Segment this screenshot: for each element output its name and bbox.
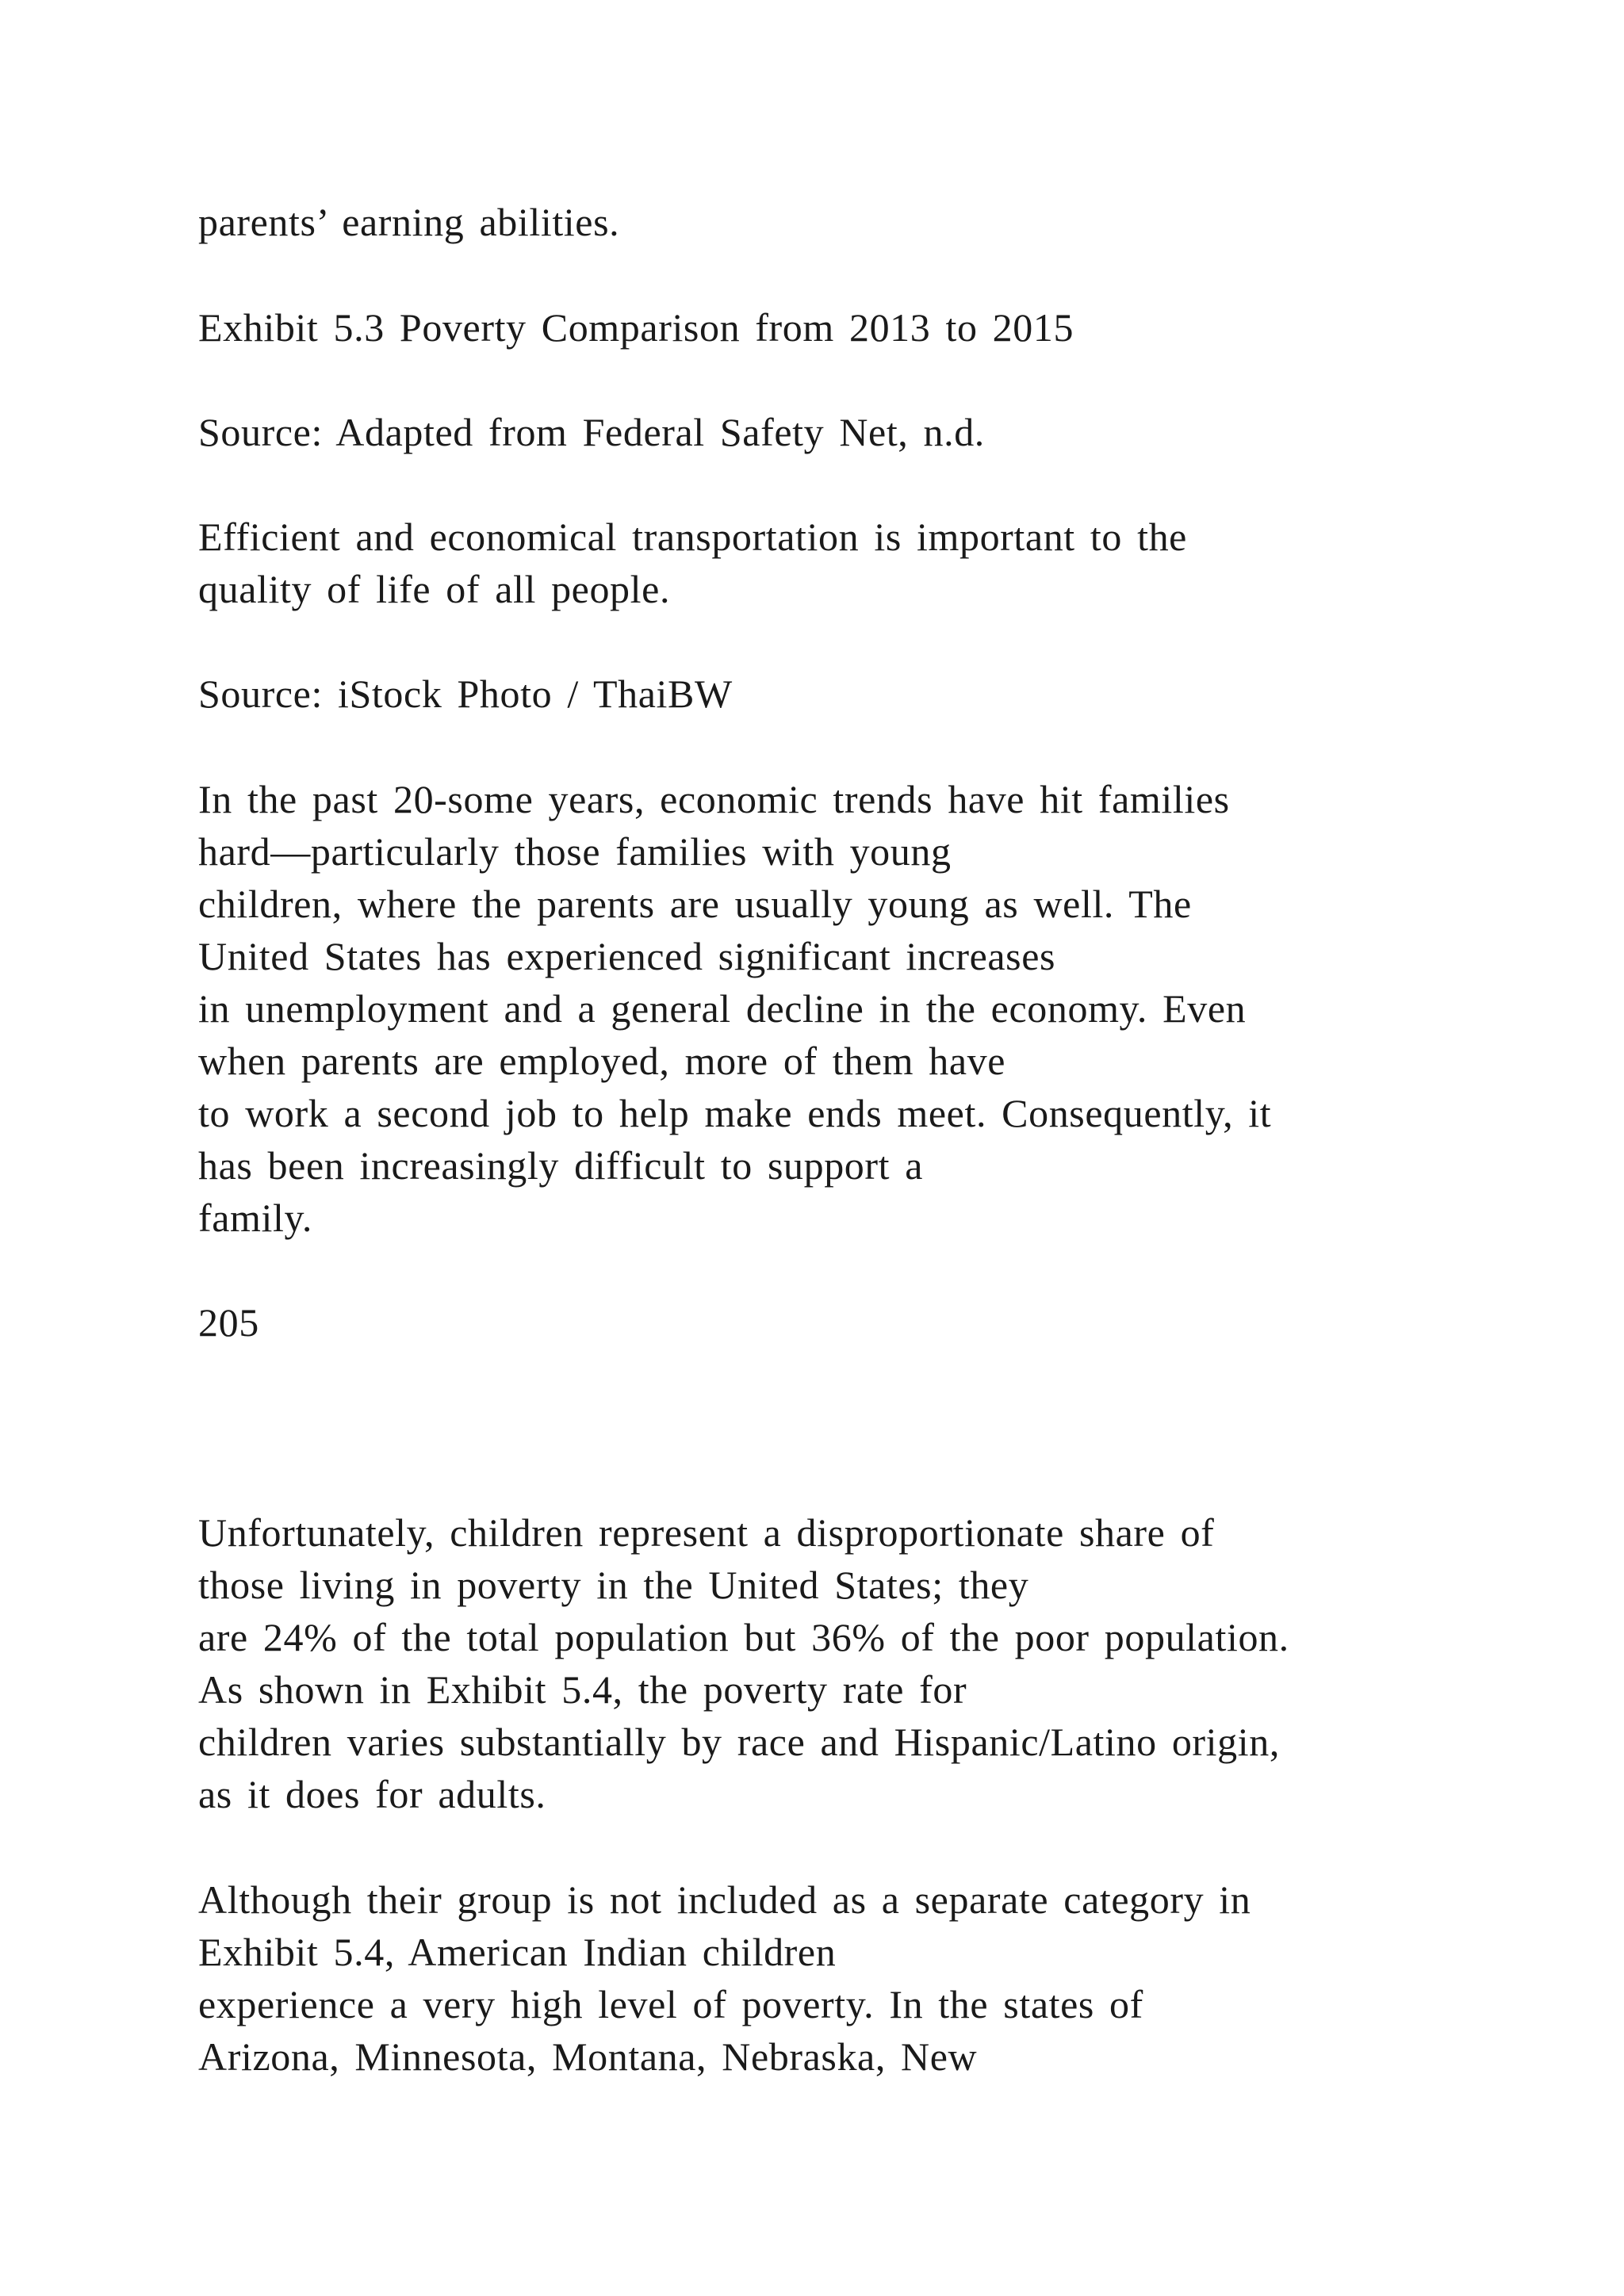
text-line: in unemployment and a general decline in the economy. Even: [198, 986, 1247, 1031]
text-line: has been increasingly difficult to support a: [198, 1143, 924, 1188]
exhibit-caption: Exhibit 5.3 Poverty Comparison from 2013 to 2015: [198, 305, 1074, 350]
text-line: children, where the parents are usually young as well. The: [198, 882, 1192, 926]
text-line: In the past 20-some years, economic trends have hit families: [198, 777, 1230, 821]
text-line: Although their group is not included as a separate category in: [198, 1877, 1251, 1922]
text-line: family.: [198, 1196, 312, 1240]
text-line: Unfortunately, children represent a disproportionate share of: [198, 1510, 1215, 1555]
text-line: children varies substantially by race and Hispanic/Latino origin,: [198, 1720, 1280, 1764]
text-line: when parents are employed, more of them have: [198, 1039, 1006, 1083]
photo-caption-line: quality of life of all people.: [198, 567, 671, 611]
photo-caption-line: Efficient and economical transportation is important to the: [198, 515, 1187, 559]
page-number: 205: [198, 1300, 259, 1345]
text-line: those living in poverty in the United States; they: [198, 1563, 1029, 1607]
photo-source: Source: iStock Photo / ThaiBW: [198, 672, 733, 716]
text-line: Arizona, Minnesota, Montana, Nebraska, New: [198, 2034, 978, 2079]
text-line: United States has experienced significant increases: [198, 934, 1056, 978]
text-line: As shown in Exhibit 5.4, the poverty rate for: [198, 1667, 967, 1712]
text-line: to work a second job to help make ends meet. Consequently, it: [198, 1091, 1272, 1135]
text-line: as it does for adults.: [198, 1772, 546, 1816]
text-line: parents’ earning abilities.: [198, 200, 620, 244]
text-line: are 24% of the total population but 36% of the poor population.: [198, 1615, 1289, 1659]
text-line: hard—particularly those families with young: [198, 829, 952, 874]
text-line: experience a very high level of poverty. In the states of: [198, 1982, 1143, 2026]
text-line: Exhibit 5.4, American Indian children: [198, 1930, 837, 1974]
exhibit-source: Source: Adapted from Federal Safety Net, n.d.: [198, 410, 985, 454]
